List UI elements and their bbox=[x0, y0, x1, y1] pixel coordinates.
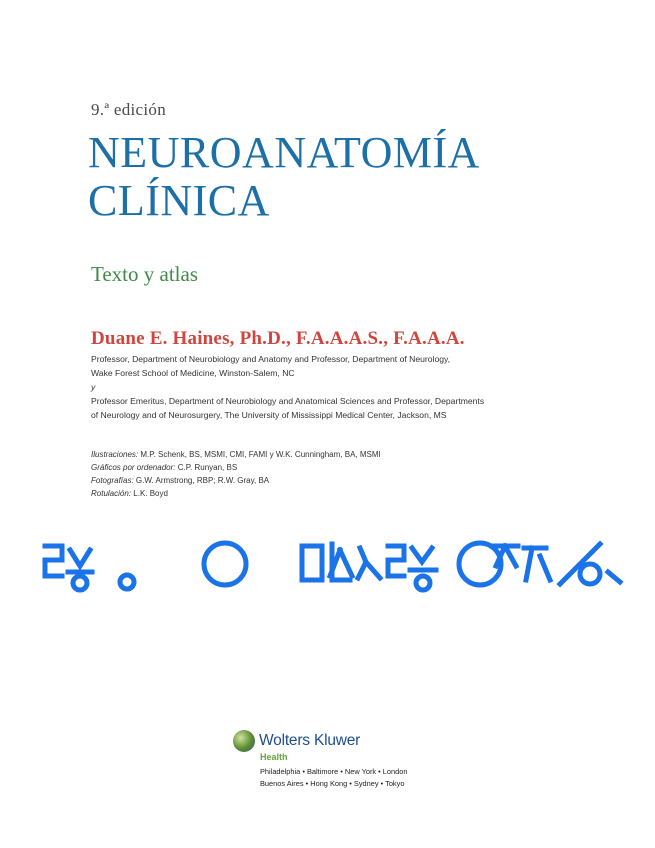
affiliation-line: Professor Emeritus, Department of Neurobiology and Anatomical Sciences and Professor, Departments bbox=[91, 396, 485, 406]
credit-line bbox=[91, 487, 381, 500]
affiliation-line: Wake Forest School of Medicine, Winston-Salem, NC bbox=[91, 368, 295, 378]
credit-names: L.K. Boyd bbox=[133, 489, 168, 498]
book-subtitle: Texto y atlas bbox=[91, 262, 198, 286]
affiliation-line: of Neurology and of Neurosurgery, The University of Mississippi Medical Center, Jackson, MS bbox=[91, 410, 447, 420]
credit-names: M.P. Schenk, BS, MSMI, CMI, FAMI y W.K. Cunningham, BA, MSMI bbox=[140, 450, 381, 459]
credit-line bbox=[91, 474, 381, 487]
publisher-block bbox=[233, 728, 473, 790]
credits-block bbox=[91, 448, 381, 500]
credit-role: Fotografías: bbox=[91, 476, 134, 485]
affiliation-conjunction: y bbox=[91, 382, 96, 392]
cities-line: Buenos Aires • Hong Kong • Sydney • Tokyo bbox=[260, 779, 405, 788]
publisher-logo bbox=[233, 728, 473, 754]
author-name: Duane E. Haines, Ph.D., F.A.A.A.S., F.A.A.A. bbox=[91, 328, 465, 349]
credit-role: Gráficos por ordenador: bbox=[91, 463, 176, 472]
title-line-1: NEUROANATOMÍA bbox=[88, 128, 480, 177]
globe-icon bbox=[233, 730, 255, 752]
affiliation-line: Professor, Department of Neurobiology and Anatomy and Professor, Department of Neurology, bbox=[91, 354, 451, 364]
publisher-name: Wolters Kluwer bbox=[259, 732, 361, 749]
credit-line bbox=[91, 461, 381, 474]
credit-line bbox=[91, 448, 381, 461]
book-title bbox=[88, 129, 480, 225]
edition-label: 9.ª edición bbox=[91, 100, 167, 119]
author-affiliation bbox=[91, 352, 591, 422]
credit-role: Rotulación: bbox=[91, 489, 132, 498]
publisher-cities bbox=[260, 766, 473, 790]
cities-line: Philadelphia • Baltimore • New York • London bbox=[260, 767, 408, 776]
title-line-2: CLÍNICA bbox=[88, 176, 270, 225]
publisher-division: Health bbox=[260, 752, 288, 762]
credit-names: C.P. Runyan, BS bbox=[177, 463, 238, 472]
credit-names: G.W. Armstrong, RBP; R.W. Gray, BA bbox=[135, 476, 270, 485]
credit-role: Ilustraciones: bbox=[91, 450, 139, 459]
watermark-stamp bbox=[40, 536, 625, 598]
